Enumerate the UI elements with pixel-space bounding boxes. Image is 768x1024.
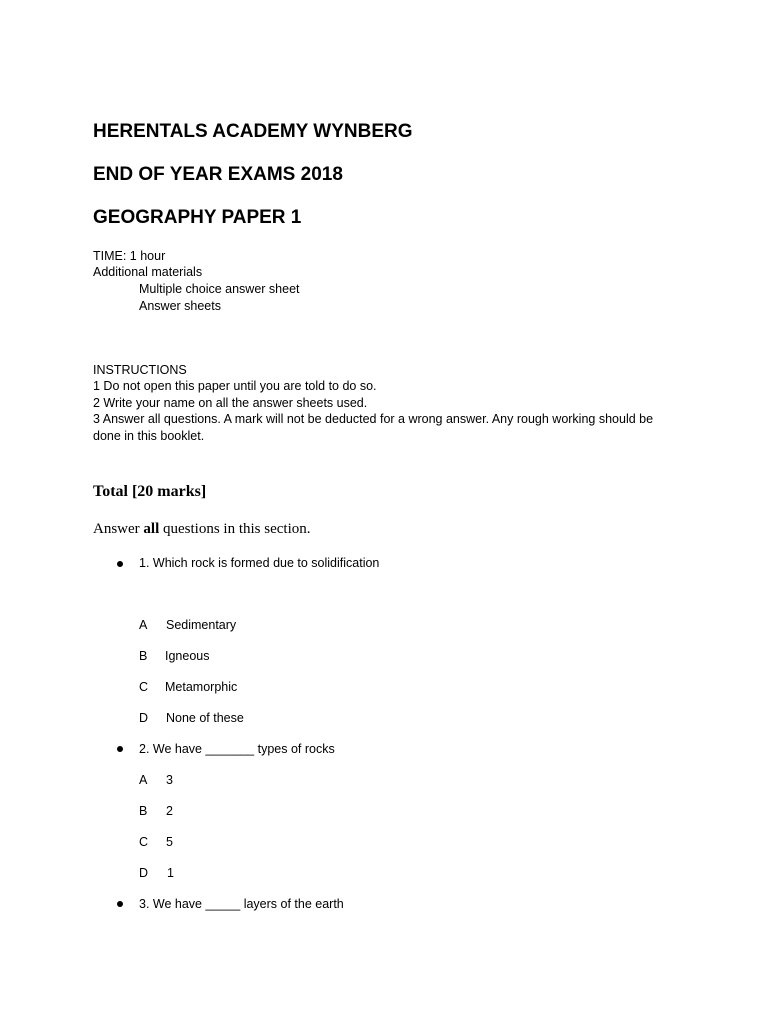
option-text: 5	[166, 835, 173, 849]
option	[139, 649, 209, 663]
option-text: Sedimentary	[166, 618, 237, 632]
bullet-icon	[117, 561, 123, 567]
material-item: Multiple choice answer sheet	[139, 282, 300, 296]
additional-materials-label: Additional materials	[93, 265, 203, 279]
option-text: 1	[167, 866, 174, 880]
option-text: 2	[166, 804, 173, 818]
option-letter: B	[139, 804, 148, 818]
section-instruction-prefix: Answer	[93, 521, 144, 537]
instruction-item: 2 Write your name on all the answer sheets used.	[93, 396, 368, 410]
option	[139, 773, 173, 787]
time-label: TIME: 1 hour	[93, 249, 166, 263]
bullet-icon	[117, 901, 123, 907]
option-letter: C	[139, 835, 149, 849]
option-letter: D	[139, 866, 149, 880]
instructions-title: INSTRUCTIONS	[93, 363, 187, 377]
exam-title: END OF YEAR EXAMS 2018	[93, 164, 343, 185]
option	[139, 680, 237, 694]
option	[139, 866, 174, 880]
option-letter: D	[139, 711, 149, 725]
option-text: Metamorphic	[165, 680, 238, 694]
section-instruction-bold: all	[143, 521, 160, 537]
option-text: None of these	[166, 711, 244, 725]
option	[139, 835, 173, 849]
question-text: 2. We have _______ types of rocks	[139, 742, 335, 756]
option	[139, 618, 236, 632]
question-text: 1. Which rock is formed due to solidification	[139, 556, 380, 570]
material-item: Answer sheets	[139, 299, 221, 313]
question-text: 3. We have _____ layers of the earth	[139, 897, 344, 911]
option	[139, 711, 244, 725]
instruction-item: 3 Answer all questions. A mark will not be deducted for a wrong answer. Any rough working should be done in this booklet.	[93, 412, 654, 443]
section-instruction-suffix: questions in this section.	[159, 521, 311, 537]
school-name: HERENTALS ACADEMY WYNBERG	[93, 121, 413, 142]
section-instruction	[93, 521, 311, 538]
instruction-item: 1 Do not open this paper until you are told to do so.	[93, 379, 377, 393]
paper-title: GEOGRAPHY PAPER 1	[93, 207, 302, 228]
option	[139, 804, 173, 818]
option-text: 3	[166, 773, 173, 787]
bullet-icon	[117, 746, 123, 752]
total-marks: Total [20 marks]	[93, 483, 207, 500]
option-letter: B	[139, 649, 148, 663]
option-letter: C	[139, 680, 149, 694]
option-text: Igneous	[165, 649, 210, 663]
option-letter: A	[139, 773, 148, 787]
option-letter: A	[139, 618, 148, 632]
